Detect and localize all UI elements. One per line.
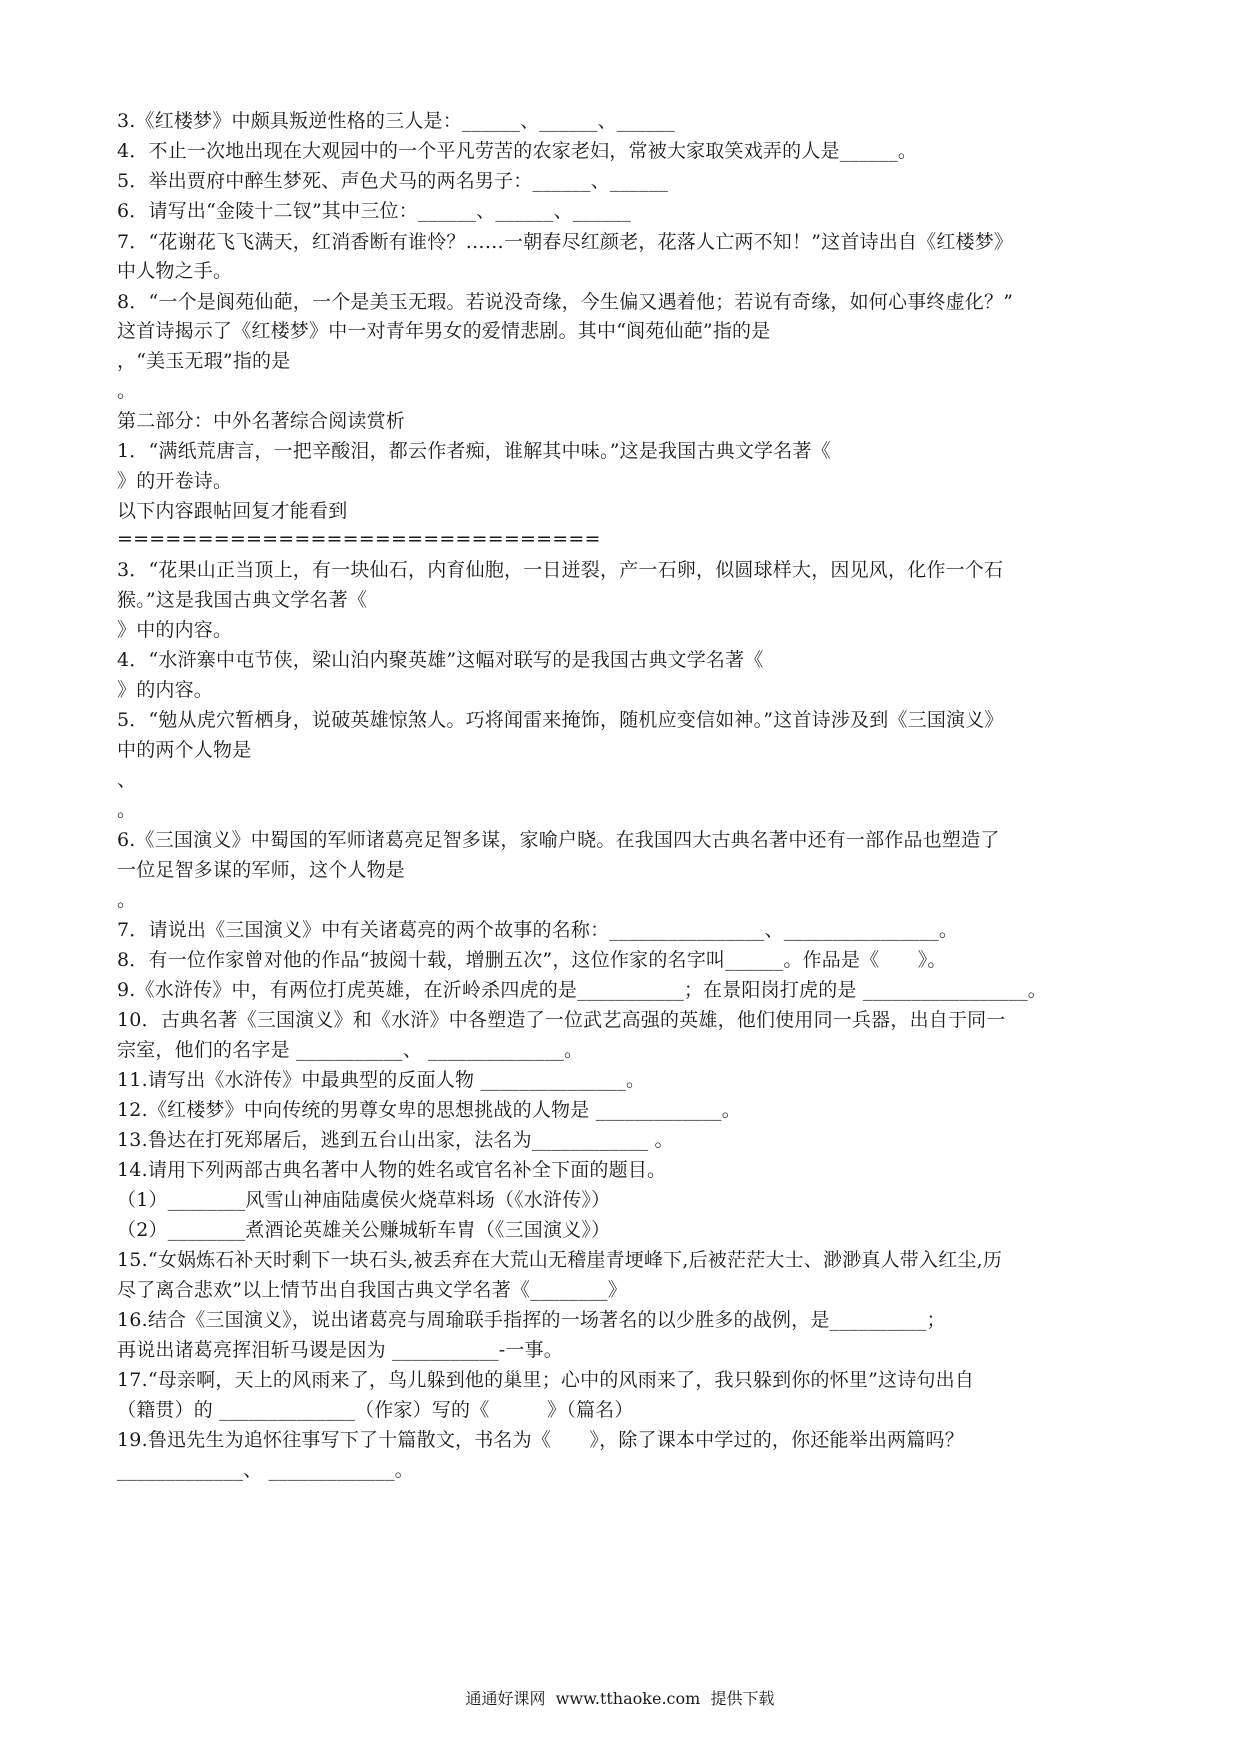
text-line: 6．请写出“金陵十二钗”其中三位：______、______、______ bbox=[117, 200, 631, 222]
text-line: 以下内容跟帖回复才能看到 bbox=[117, 500, 348, 522]
text-line: 。 bbox=[117, 380, 137, 402]
text-line: 3.《红楼梦》中颇具叛逆性格的三人是：______、______、______ bbox=[117, 110, 675, 132]
text-line: 8．有一位作家曾对他的作品“披阅十载，增删五次”，这位作家的名字叫______。作品是《 》。 bbox=[117, 949, 947, 971]
text-line: 》中的内容。 bbox=[117, 619, 233, 641]
text-line: 宗室，他们的名字是 ___________、 ______________。 bbox=[117, 1039, 584, 1061]
text-line: （2）________煮酒论英雄关公赚城斩车胄（《三国演义》） bbox=[117, 1219, 611, 1241]
text-line: 8．“一个是阆苑仙葩，一个是美玉无瑕。若说没奇缘，今生偏又遇着他；若说有奇缘，如何心事终虚化？” bbox=[117, 291, 1014, 313]
text-line: 7．“花谢花飞飞满天，红消香断有谁怜？……一朝春尽红颜老，花落人亡两不知！”这首诗出自《红楼梦》 bbox=[117, 231, 1014, 253]
text-line: 6.《三国演义》中蜀国的军师诸葛亮足智多谋，家喻户晓。在我国四大古典名著中还有一部作品也塑造了 bbox=[117, 829, 1000, 851]
text-line: 17.“母亲啊，天上的风雨来了，鸟儿躲到他的巢里；心中的风雨来了，我只躲到你的怀里”这诗句出自 bbox=[117, 1369, 975, 1391]
text-line: 一位足智多谋的军师，这个人物是 bbox=[117, 859, 406, 881]
text-line: 、 bbox=[117, 769, 137, 791]
text-line: 中人物之手。 bbox=[117, 260, 233, 282]
text-line: 10．古典名著《三国演义》和《水浒》中各塑造了一位武艺高强的英雄，他们使用同一兵器，出自于同一 bbox=[117, 1009, 1006, 1031]
text-line: 12.《红楼梦》中向传统的男尊女卑的思想挑战的人物是 _____________。 bbox=[117, 1099, 741, 1121]
text-line: （籍贯）的 ______________（作家）写的《 》（篇名） bbox=[117, 1399, 634, 1421]
text-line: 。 bbox=[117, 799, 137, 821]
text-line: 16.结合《三国演义》，说出诸葛亮与周瑜联手指挥的一场著名的以少胜多的战例，是__________； bbox=[117, 1309, 946, 1331]
text-line: 中的两个人物是 bbox=[117, 739, 252, 761]
text-line: 5．举出贾府中醉生梦死、声色犬马的两名男子：______、______ bbox=[117, 170, 669, 192]
text-line: 4．“水浒寨中屯节侠，梁山泊内聚英雄”这幅对联写的是我国古典文学名著《 bbox=[117, 649, 764, 671]
text-line: 5．“勉从虎穴暂栖身，说破英雄惊煞人。巧将闻雷来掩饰，随机应变信如神。”这首诗涉及到《三国演义》 bbox=[117, 709, 1004, 731]
page-footer: 通通好课网 www.tthaoke.com 提供下载 bbox=[465, 1689, 775, 1708]
text-line: 》的内容。 bbox=[117, 679, 214, 701]
text-line: 19.鲁迅先生为追怀往事写下了十篇散文，书名为《 》，除了课本中学过的，你还能举出两篇吗？ bbox=[117, 1429, 964, 1451]
text-line: _____________、 _____________。 bbox=[117, 1459, 414, 1481]
text-line: 再说出诸葛亮挥泪斩马谡是因为 ___________-一事。 bbox=[117, 1339, 563, 1361]
text-line: （1）________风雪山神庙陆虞侯火烧草料场（《水浒传》） bbox=[117, 1189, 611, 1211]
text-line: 》的开卷诗。 bbox=[117, 470, 233, 492]
text-line: 14.请用下列两部古典名著中人物的姓名或官名补全下面的题目。 bbox=[117, 1159, 667, 1181]
divider-line: ============================== bbox=[117, 528, 601, 550]
text-line: 。 bbox=[117, 889, 137, 911]
text-line: 15.“女娲炼石补天时剩下一块石头,被丢弃在大荒山无稽崖青埂峰下,后被茫茫大士、渺渺真人带入红尘,历 bbox=[117, 1249, 1003, 1271]
text-line: 11.请写出《水浒传》中最典型的反面人物 _______________。 bbox=[117, 1069, 646, 1091]
text-line: 4．不止一次地出现在大观园中的一个平凡劳苦的农家老妇，常被大家取笑戏弄的人是______。 bbox=[117, 140, 918, 162]
text-line: 9.《水浒传》中，有两位打虎英雄，在沂岭杀四虎的是___________；在景阳岗打虎的是 _________________。 bbox=[117, 979, 1047, 1001]
text-line: 猴。”这是我国古典文学名著《 bbox=[117, 589, 368, 611]
text-line: 7．请说出《三国演义》中有关诸葛亮的两个故事的名称：________________、________________。 bbox=[117, 919, 959, 941]
text-line: 1．“满纸荒唐言，一把辛酸泪，都云作者痴，谁解其中味。”这是我国古典文学名著《 bbox=[117, 440, 831, 462]
text-line: 3．“花果山正当顶上，有一块仙石，内育仙胞，一日迸裂，产一石卵，似圆球样大，因见风，化作一个石 bbox=[117, 559, 1004, 581]
text-line: 这首诗揭示了《红楼梦》中一对青年男女的爱情悲剧。其中“阆苑仙葩”指的是 bbox=[117, 320, 771, 342]
text-line: ，“美玉无瑕”指的是 bbox=[117, 350, 291, 372]
text-line: 尽了离合悲欢”以上情节出自我国古典文学名著《________》 bbox=[117, 1279, 627, 1301]
text-line: 13.鲁达在打死郑屠后，逃到五台山出家，法名为____________ 。 bbox=[117, 1129, 674, 1151]
section-heading: 第二部分：中外名著综合阅读赏析 bbox=[117, 410, 406, 432]
